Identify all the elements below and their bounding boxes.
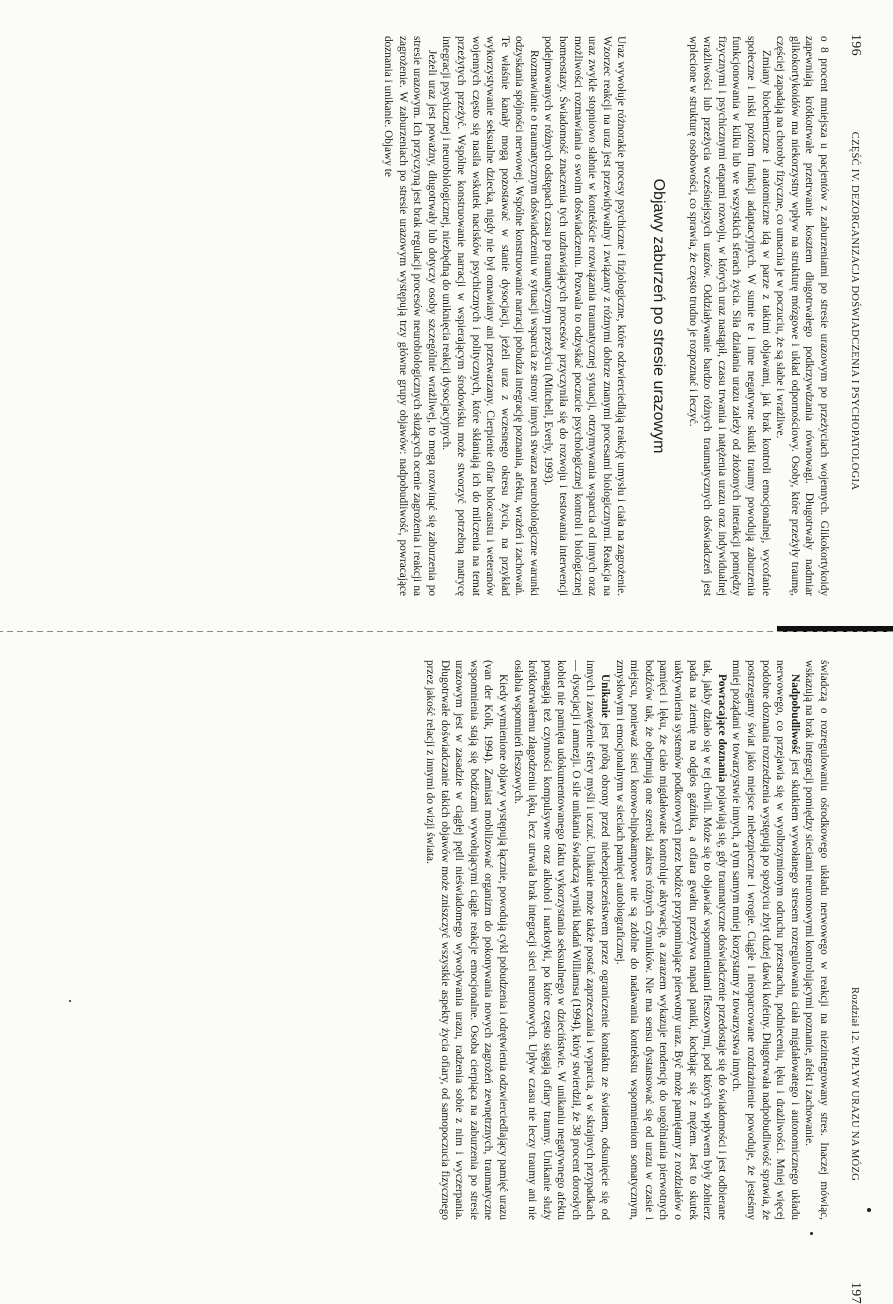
left-paragraph-5: Jeżeli uraz jest poważny, długotrwały lub dotyczy osoby szczególnie wrażliwej, to mogą rozwinąć się zaburzenia po stresie urazowym. Ich przyczyną jest brak regulacji procesów neurobiologicznych służących ocenie zagrożenia i reakcji na zagrożenie. W zaburzeniach po stresie urazowym występują trzy główne grupy objawów: nadpobudliwość, powracające doznania i unikanie. Objawy te xyxy=(381,36,438,596)
left-running-header: CZĘŚĆ IV. DEZORGANIZACJA DOŚWIADCZENIA I PSYCHOPATOLOGIA xyxy=(849,131,860,491)
right-running-header: Rozdział 12. WPŁYW URAZU NA MÓZG xyxy=(849,987,860,1182)
left-paragraph-2: Zmiany biochemiczne i anatomiczne idą w parze z takimi objawami, jak brak kontroli emocjonalnej, wycofanie społeczne i niski poziom funkcji adaptacyjnych. W sumie te i inne negatywne skutki traumy powodują zaburzenia funkcjonowania w kilku lub we wszystkich sferach życia. Siła działania urazu zależy od złożonych interakcji pomiędzy fizycznymi i psychicznymi etapami rozwoju, w których uraz nastąpił, czasu trwania i natężenia urazu oraz indywidualnej wrażliwości lub przeżycia wcześniejszych urazów. Oddziaływanie bardzo różnych traumatycznych doświadczeń jest wplecione w strukturę osobowości, co sprawia, że często trudno je rozpoznać i leczyć. xyxy=(686,36,772,596)
left-page-number: 196 xyxy=(848,34,863,56)
left-page-header xyxy=(847,34,863,490)
paragraph-text: jest skutkiem wywołanego stresem rozregulowania ciała migdałowatego i autonomicznego układu nerwowego, co przejawia się w wyolbrzymionym odruchu przestrachu, podnieceniu, lęku i drażliwości. Mniej więcej podobne doznania rozrzedzenia występują po spożyciu zbyt dużej dawki kofeiny. Długotrwała nadpobudliwość sprawia, że postrzegamy świat jako miejsce niebezpieczne i wrogie. Ciągłe i nieoparcowane rozdrażnienie powoduje, że jesteśmy mniej pożądani w towarzystwie innych, a tym samym mniej korzystamy z towarzystwa innych. xyxy=(730,660,801,1220)
left-page-body xyxy=(380,36,831,596)
paragraph-text: pojawiają się, gdy traumatyczne doświadczenie przedostaje się do świadomości i jest odbierane tak, jakby działo się w tej chwili. Może się to objawiać wspomnieniami fleszowymi, pod których wpływem były żołnierz pada na ziemię na odgłos gaźnika, a ofiara gwałtu przeżywa napad paniki, kochając się z mężem. Jest to skutek uaktywnienia systemów podkorowych przez bodźce przypominające pierwotny uraz. Być może pamiętamy z rozdziałów o pamięci i lęku, że ciało migdałowate kontroluje aktywację, a zarazem wykazuje tendencję do uogólniania pierwotnych bodźców tak, że obejmują one szeroki zakres różnych czynników. Nie ma sensu dystansować się od urazu w czasie i miejscu, ponieważ sieci korowo-hipokampowe nie są zdolne do nadawania kontekstu wspomnieniom somatycznym, zmysłowym i emocjonalnym w sieciach pamięci autobiograficznej. xyxy=(613,660,728,1220)
right-page-header xyxy=(847,987,863,1304)
right-page-number: 197 xyxy=(848,1282,863,1304)
paragraph-lead-term: Powracające doznania xyxy=(715,674,728,783)
scan-speck xyxy=(867,1208,871,1212)
right-paragraph-2 xyxy=(729,660,802,1220)
right-paragraph-5 xyxy=(422,660,510,1220)
right-page xyxy=(0,632,893,1304)
left-paragraph-1: o 8 procent mniejsza u pacjentów z zaburzeniami po stresie urazowym po przeżyciach wojennych. Glikokortykoidy zapewniają krótkotrwałe przetrwanie kosztem długotrwałego podkrzywdzania równowagi. Długotrwały nadmiar glikokortykoidów ma niekorzystny wpływ na strukturę mózgowe i układ odpornościowy. Osoby, które przeżyły traumę, częściej zapadają na choroby fizyczne, co umacnia je w poczuciu, że są słabe i wrażliwe. xyxy=(774,36,830,596)
right-paragraph-3 xyxy=(612,660,729,1220)
right-paragraph-4 xyxy=(510,660,612,1220)
paragraph-text: Kiedy wymienione objawy występują łącznie, powodują cykl pobudzenia i odrętwienia odzwierciedlający pamięć urazu (van der Kolk, 1994). Zamiast mobilizować organizm do pokonywania nowych zagrożeń zewnętrznych, traumatyczne wspomnienia stają się bodźcami wywołującymi ciągłe reakcje emocjonalne. Osoba cierpiąca na zaburzenia po stresie urazowym jest w zasadzie w ciągłej pętli nieświadomego wywoływania urazu, radzenia sobie z nim i wyczerpania. Długotrwałe doświadczanie takich objawów może zniszczyć wszystkie aspekty życia ofiary, od samopoczucia fizycznego przez jakość relacji z innymi do wizji świata. xyxy=(423,660,509,1220)
section-heading: Objawy zaburzeń po stresie urazowym xyxy=(650,178,668,454)
paragraph-lead-term: Nadpobudliwość xyxy=(788,674,801,755)
right-page-body xyxy=(422,660,831,1220)
left-paragraph-3: Uraz wywołuje różnorakie procesy psychiczne i fizjologiczne, które odzwierciedlają reakcję umysłu i ciała na zagrożenie. Wzorzec reakcji na uraz jest przewidywalny i związany z różnymi dobrze znanymi procesami biologicznymi. Reakcja na uraz zwykle stopniowo słabnie w kontekście rozwiązania traumatycznej sytuacji, otrzymywania wsparcia od innych oraz możliwości rozmawiania o swoim doświadczeniu. Pozwala to odzyskać poczucie psychologicznej kontroli i biologicznej homeostazy. Świadomość znaczenia tych uzdrawiających procesów przyczyniła się do rozwoju i testowania interwencji podejmowanych w różnych odstępach czasu po traumatycznym przeżyciu (Mitchell, Everly, 1993). xyxy=(542,36,628,596)
paragraph-text: jest próbą obrony przed niebezpieczeństwem przez ograniczenie kontaktu ze światem, odsunięcie się od innych i zawężenie sfery myśli i uczuć. Unikanie może także postać zaprzeczania i wyparcia, a w skrajnych przypadkach — dysocjacji i amnezji. O sile unikania świadczą wyniki badań Williamsa (1994), który stwierdził, że 38 procent dorosłych kobiet nie pamięta udokumentowanego faktu wykorzystania seksualnego w dzieciństwie. W unikaniu negatywnego afektu pomagają też czynności kompulsywne oraz alkohol i narkotyki, po które często sięgają ofiary traumy. Unikanie służy krótkotrwałemu złagodzeniu lęku, lecz utrwala brak integracji sieci neuronowych. Upływ czasu nie leczy traumy ani nie osłabia wspomnień fleszowych. xyxy=(511,660,612,1220)
scan-speck xyxy=(810,1232,813,1235)
paragraph-lead-term: Unikanie xyxy=(599,674,612,718)
left-paragraph-4: Rozmawianie o traumatycznym doświadczeniu w sytuacji wsparcia ze strony innych stwarza neurobiologiczne warunki odzyskania spójności nerwowej. Wspólne konstruowanie narracji pobudza integrację poznania, afektu, wrażeń i zachowań. Te właśnie kanały mogą pozostawać w stanie dysocjacji, jeżeli uraz z wczesnego okresu życia, na przykład wykorzystywanie seksualne dziecka, nigdy nie był omawiany ani przetwarzany. Cierpienie ofiar holocaustu i weteranów wojennych często się nasila wskutek nacisków psychicznych i politycznych, które skłaniają ich do milczenia na temat przeżytych przeżyć. Wspólne konstruowanie narracji w wspierającym środowisku może stworzyć potrzebną matrycę integracji psychicznej i neurobiologicznej, niezbędną do uniknięcia reakcji dysocjacyjnych. xyxy=(440,36,540,596)
left-page xyxy=(0,0,893,632)
scan-speck xyxy=(69,1000,71,1002)
right-paragraph-1 xyxy=(802,660,831,1220)
paragraph-text: świadczą o rozregulowaniu ośrodkowego układu nerwowego w reakcji na niezintegrowany stres. Inaczej mówiąc, wskazują na brak integracji pomiędzy sieciami neuronowymi kontrolującymi poznanie, afekt i zachowanie. xyxy=(803,660,830,1220)
